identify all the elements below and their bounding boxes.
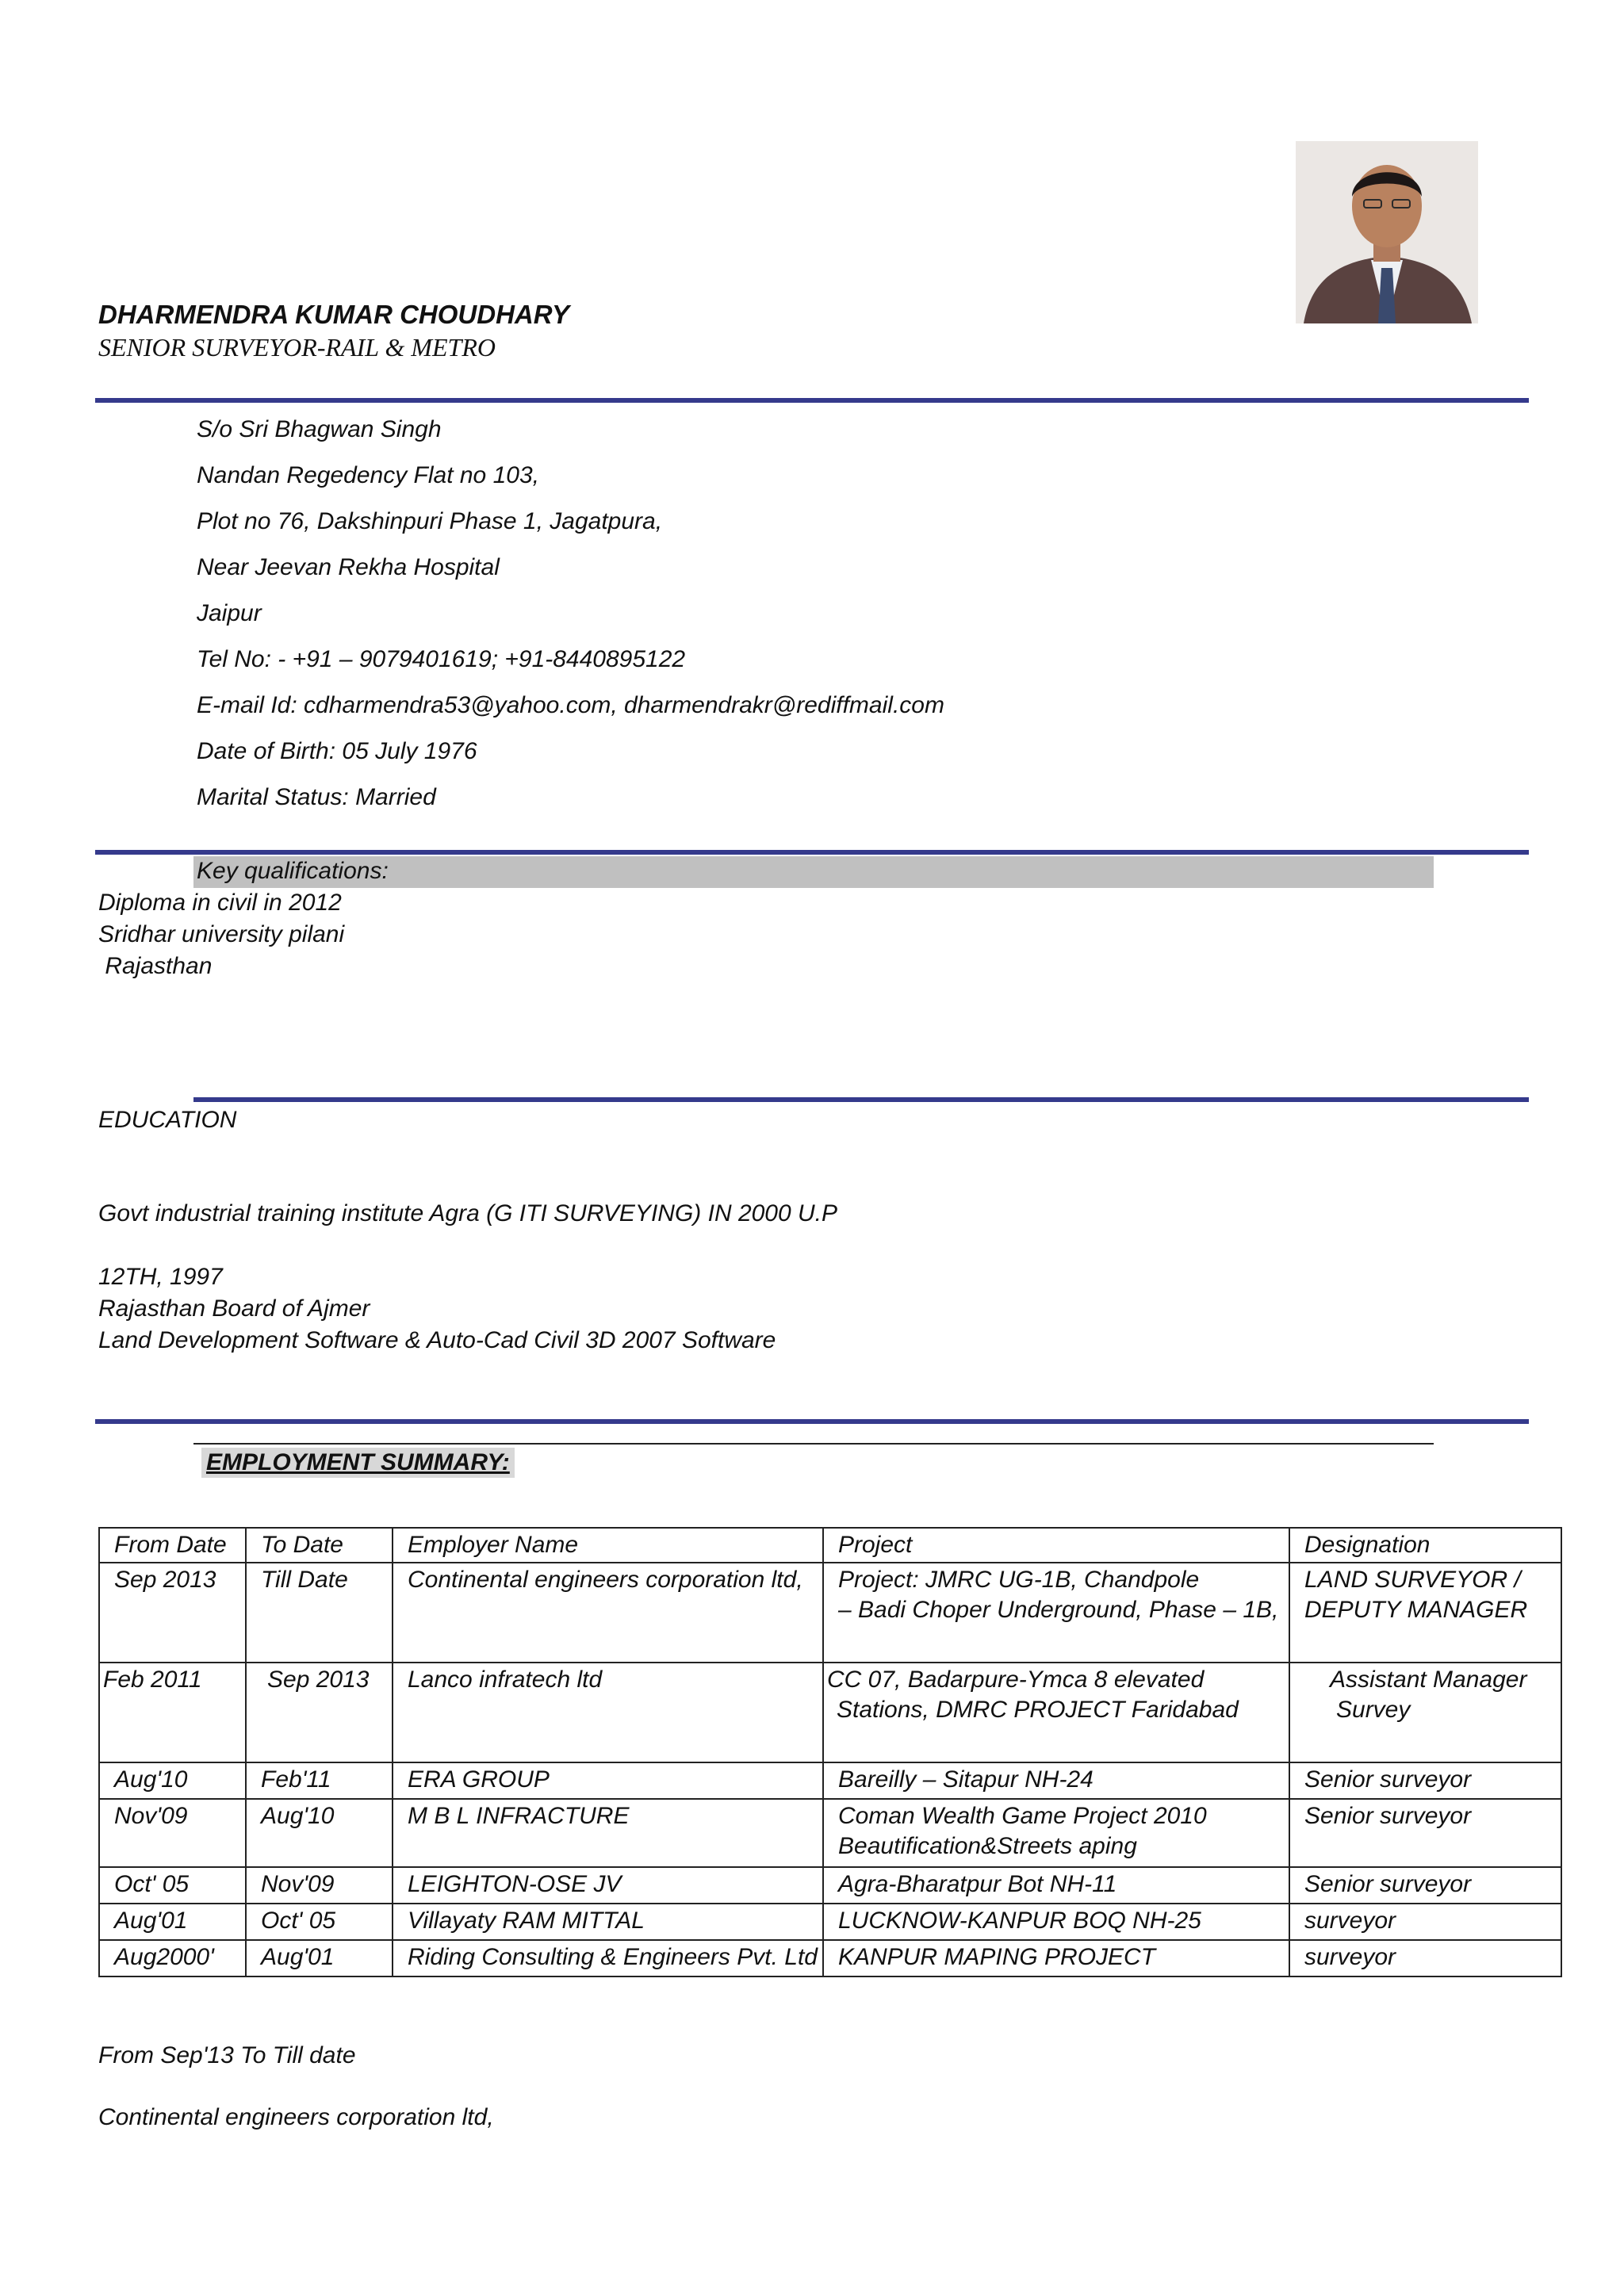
qualification-line: Rajasthan	[98, 953, 213, 979]
table-row	[99, 1867, 1561, 1904]
divider-education	[193, 1097, 1529, 1102]
table-cell-text: ERA GROUP	[408, 1766, 550, 1793]
table-cell	[99, 1867, 246, 1904]
employment-heading: EMPLOYMENT SUMMARY:	[201, 1448, 515, 1478]
table-cell	[393, 1867, 823, 1904]
column-header: To Date	[246, 1528, 393, 1563]
table-cell-text: Continental engineers corporation ltd,	[408, 1567, 803, 1593]
table-cell	[393, 1799, 823, 1867]
table-cell-text: Villayaty RAM MITTAL	[408, 1908, 645, 1934]
table-cell	[1289, 1904, 1561, 1940]
table-cell	[823, 1799, 1289, 1867]
column-header: From Date	[99, 1528, 246, 1563]
table-cell	[99, 1799, 246, 1867]
table-cell	[99, 1940, 246, 1976]
table-cell	[1289, 1563, 1561, 1663]
table-cell-text: CC 07, Badarpure-Ymca 8 elevated	[827, 1667, 1205, 1693]
candidate-title: SENIOR SURVEYOR-RAIL & METRO	[98, 333, 496, 362]
table-cell	[823, 1867, 1289, 1904]
table-cell-text: Feb'11	[261, 1766, 331, 1793]
table-cell	[246, 1563, 393, 1663]
table-cell	[823, 1762, 1289, 1799]
table-cell	[823, 1904, 1289, 1940]
divider-qualifications	[95, 850, 1529, 855]
table-cell-text: Oct' 05	[114, 1871, 190, 1897]
contact-line: Near Jeevan Rekha Hospital	[197, 554, 500, 580]
divider-top	[95, 398, 1529, 403]
table-cell-text: surveyor	[1304, 1908, 1396, 1934]
table-cell-text: DEPUTY MANAGER	[1304, 1597, 1528, 1623]
table-cell	[99, 1663, 246, 1762]
column-header: Project	[823, 1528, 1289, 1563]
table-cell-text: Aug'10	[114, 1766, 188, 1793]
table-row	[99, 1904, 1561, 1940]
table-cell	[99, 1563, 246, 1663]
table-cell-text: Agra-Bharatpur Bot NH-11	[838, 1871, 1117, 1897]
table-header-row	[99, 1528, 1561, 1563]
education-line: 12TH, 1997	[98, 1264, 223, 1290]
table-cell-text: Coman Wealth Game Project 2010	[838, 1803, 1207, 1829]
table-cell	[823, 1940, 1289, 1976]
employment-table	[98, 1527, 1562, 1977]
candidate-name: DHARMENDRA KUMAR CHOUDHARY	[98, 300, 569, 329]
table-cell	[99, 1904, 246, 1940]
education-heading: EDUCATION	[98, 1107, 237, 1133]
table-cell	[393, 1904, 823, 1940]
table-cell	[1289, 1762, 1561, 1799]
table-cell-text: Aug'10	[261, 1803, 335, 1829]
footer-line: Continental engineers corporation ltd,	[98, 2104, 494, 2130]
table-cell-text: – Badi Choper Underground, Phase – 1B,	[838, 1597, 1279, 1623]
table-cell-text: Project: JMRC UG-1B, Chandpole	[838, 1567, 1200, 1593]
table-cell-text: LAND SURVEYOR /	[1304, 1567, 1521, 1593]
table-cell	[1289, 1940, 1561, 1976]
table-cell-text: Aug'01	[114, 1908, 188, 1934]
table-cell-text: Aug'01	[261, 1944, 335, 1970]
table-cell-text: LEIGHTON-OSE JV	[408, 1871, 622, 1897]
table-cell	[823, 1563, 1289, 1663]
qualification-line: Sridhar university pilani	[98, 921, 345, 947]
table-row	[99, 1762, 1561, 1799]
employment-underline	[193, 1443, 1434, 1445]
table-row	[99, 1940, 1561, 1976]
table-cell-text: Sep 2013	[114, 1567, 216, 1593]
footer-line: From Sep'13 To Till date	[98, 2042, 356, 2068]
table-cell	[246, 1940, 393, 1976]
contact-line: S/o Sri Bhagwan Singh	[197, 416, 442, 442]
table-cell-text: Riding Consulting & Engineers Pvt. Ltd	[408, 1944, 818, 1970]
table-row	[99, 1663, 1561, 1762]
table-cell-text: Senior surveyor	[1304, 1871, 1472, 1897]
table-cell-text: Nov'09	[114, 1803, 188, 1829]
education-line: Govt industrial training institute Agra (G ITI SURVEYING) IN 2000 U.P	[98, 1200, 838, 1226]
education-line: Land Development Software & Auto-Cad Civil 3D 2007 Software	[98, 1327, 776, 1353]
contact-email: E-mail Id: cdharmendra53@yahoo.com, dharmendrakr@rediffmail.com	[197, 692, 944, 718]
contact-line: Nandan Regedency Flat no 103,	[197, 462, 539, 488]
table-cell-text: Aug2000'	[114, 1944, 214, 1970]
table-cell-text: Beautification&Streets aping	[838, 1833, 1137, 1859]
table-cell-text: Till Date	[261, 1567, 348, 1593]
table-cell-text: M B L INFRACTURE	[408, 1803, 630, 1829]
education-line: Rajasthan Board of Ajmer	[98, 1295, 370, 1322]
column-header: Employer Name	[393, 1528, 823, 1563]
table-cell	[393, 1940, 823, 1976]
table-cell	[246, 1799, 393, 1867]
table-cell	[1289, 1663, 1561, 1762]
table-cell-text: Assistant Manager	[1330, 1667, 1527, 1693]
person-photo-icon	[1296, 141, 1478, 323]
table-cell	[1289, 1799, 1561, 1867]
table-cell	[393, 1563, 823, 1663]
table-cell-text: Survey	[1336, 1697, 1411, 1723]
table-cell-text: KANPUR MAPING PROJECT	[838, 1944, 1156, 1970]
table-cell-text: Oct' 05	[261, 1908, 336, 1934]
table-cell-text: Bareilly – Sitapur NH-24	[838, 1766, 1094, 1793]
table-cell-text: LUCKNOW-KANPUR BOQ NH-25	[838, 1908, 1201, 1934]
table-cell	[1289, 1867, 1561, 1904]
contact-marital-status: Marital Status: Married	[197, 784, 436, 810]
column-header: Designation	[1289, 1528, 1561, 1563]
table-row	[99, 1563, 1561, 1663]
qualifications-heading: Key qualifications:	[197, 858, 389, 884]
profile-photo	[1296, 141, 1478, 323]
table-row	[99, 1799, 1561, 1867]
table-cell	[246, 1904, 393, 1940]
table-cell	[393, 1663, 823, 1762]
table-cell	[823, 1663, 1289, 1762]
table-cell-text: Feb 2011	[103, 1667, 202, 1693]
table-cell-text: Senior surveyor	[1304, 1766, 1472, 1793]
contact-line: Jaipur	[197, 600, 262, 626]
qualification-line: Diploma in civil in 2012	[98, 890, 342, 916]
table-cell-text: Nov'09	[261, 1871, 335, 1897]
table-cell-text: Senior surveyor	[1304, 1803, 1472, 1829]
table-cell	[246, 1663, 393, 1762]
table-cell	[99, 1762, 246, 1799]
table-cell-text: Stations, DMRC PROJECT Faridabad	[837, 1697, 1239, 1723]
table-cell	[246, 1867, 393, 1904]
table-cell-text: Lanco infratech ltd	[408, 1667, 603, 1693]
contact-dob: Date of Birth: 05 July 1976	[197, 738, 477, 764]
contact-phone: Tel No: - +91 – 9079401619; +91-8440895122	[197, 646, 686, 672]
divider-employment	[95, 1419, 1529, 1424]
table-cell	[246, 1762, 393, 1799]
table-cell	[393, 1762, 823, 1799]
table-cell-text: Sep 2013	[267, 1667, 370, 1693]
contact-line: Plot no 76, Dakshinpuri Phase 1, Jagatpura,	[197, 508, 663, 534]
table-cell-text: surveyor	[1304, 1944, 1396, 1970]
